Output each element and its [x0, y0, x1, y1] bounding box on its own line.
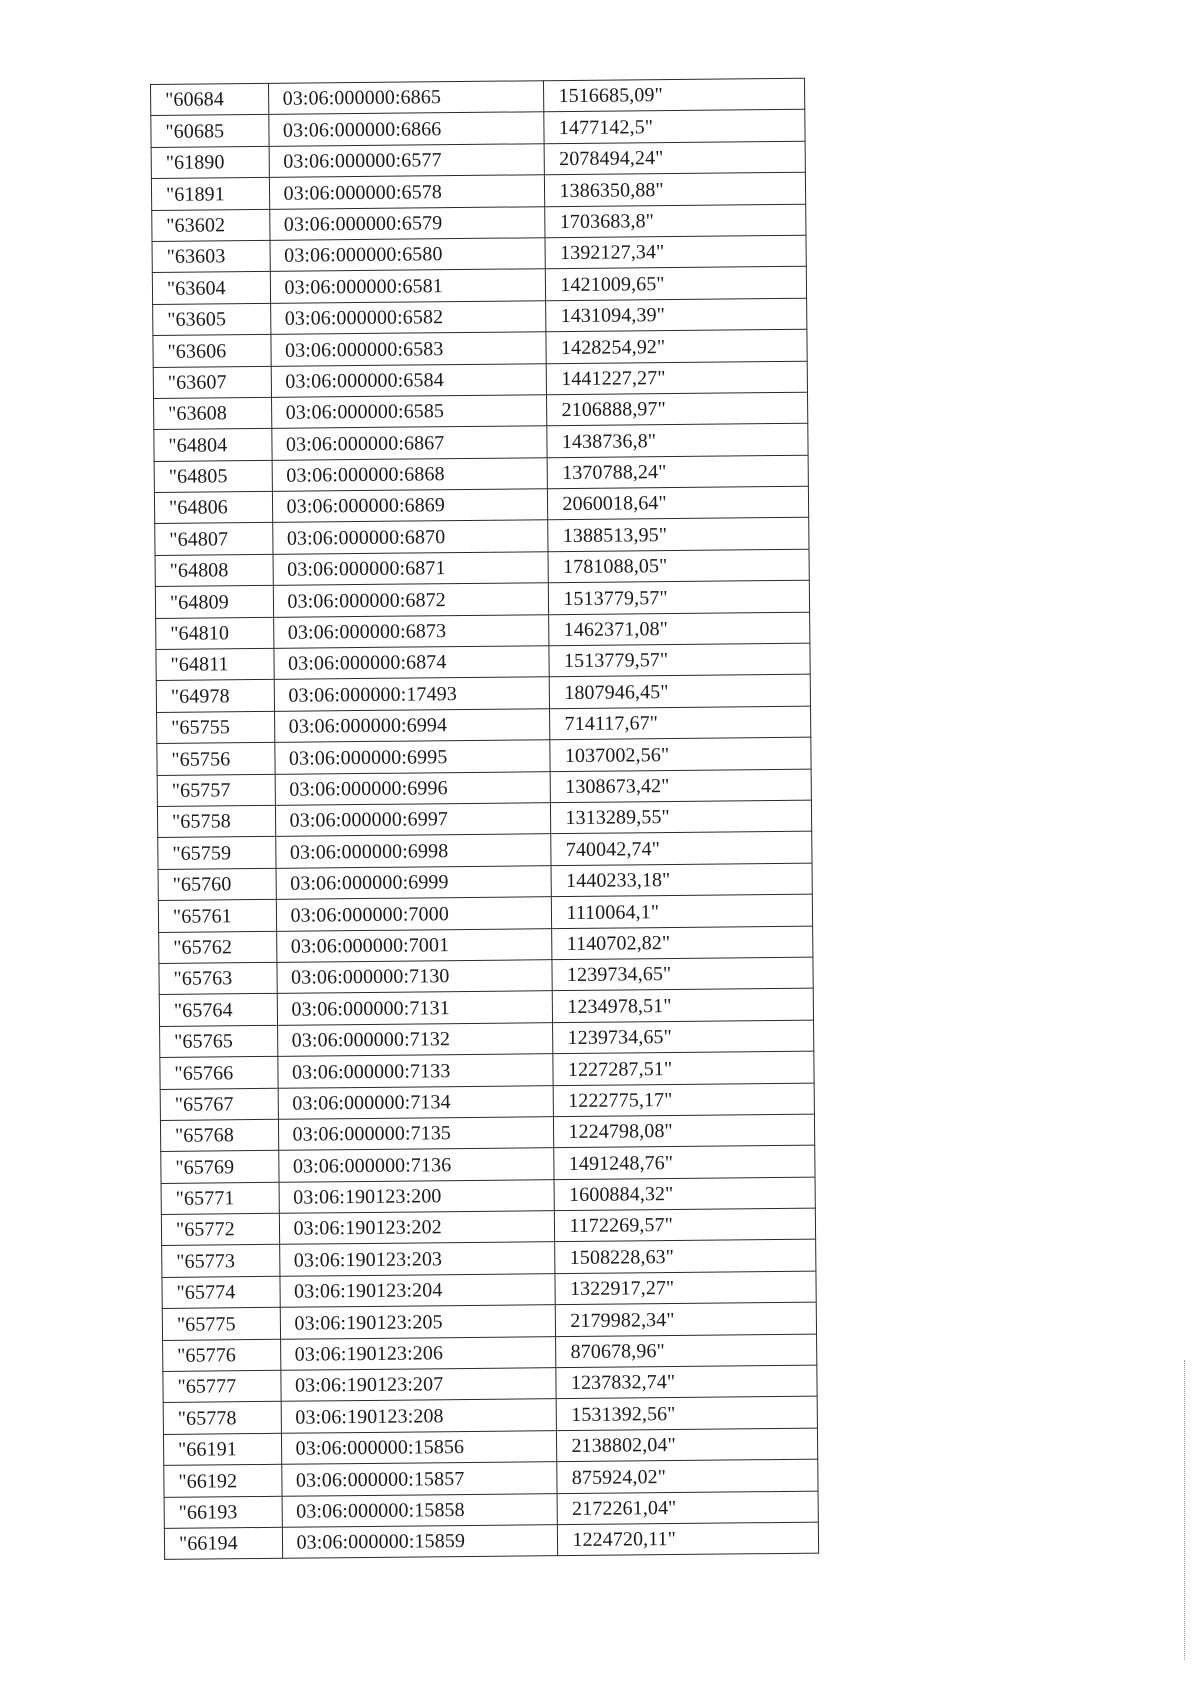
cadastral-number-cell: 03:06:000000:15857 — [281, 1462, 557, 1496]
record-number-cell: "65765 — [160, 1025, 278, 1058]
cadastral-number-cell: 03:06:000000:6994 — [274, 709, 550, 743]
cadastral-value-cell: 714117,67" — [550, 706, 811, 740]
cadastral-value-cell: 1807946,45" — [550, 675, 811, 709]
cadastral-number-cell: 03:06:000000:6582 — [270, 300, 546, 334]
record-number-cell: "64808 — [155, 554, 273, 587]
cadastral-value-cell: 2138802,04" — [557, 1428, 818, 1462]
cadastral-value-cell: 1440233,18" — [551, 863, 812, 897]
record-number-cell: "65773 — [162, 1245, 280, 1278]
record-number-cell: "63606 — [153, 334, 271, 367]
cadastral-value-cell: 1441227,27" — [547, 361, 808, 395]
cadastral-value-cell: 2078494,24" — [545, 141, 806, 175]
cadastral-value-cell: 1392127,34" — [545, 235, 806, 269]
cadastral-value-cell: 1224798,08" — [554, 1114, 815, 1148]
cadastral-value-cell: 1462371,08" — [549, 612, 810, 646]
cadastral-number-cell: 03:06:000000:6872 — [273, 583, 549, 617]
record-number-cell: "65764 — [159, 994, 277, 1027]
cadastral-value-cell: 1222775,17" — [554, 1083, 815, 1117]
cadastral-value-cell: 1172269,57" — [555, 1208, 816, 1242]
cadastral-value-cell: 2179982,34" — [556, 1302, 817, 1336]
cadastral-number-cell: 03:06:000000:7135 — [278, 1117, 554, 1151]
cadastral-number-cell: 03:06:000000:6581 — [270, 269, 546, 303]
cadastral-value-cell: 2106888,97" — [547, 392, 808, 426]
record-number-cell: "65762 — [159, 931, 277, 964]
cadastral-number-cell: 03:06:000000:6578 — [269, 175, 545, 209]
record-number-cell: "65768 — [160, 1119, 278, 1152]
cadastral-number-cell: 03:06:000000:7130 — [276, 960, 552, 994]
record-number-cell: "63602 — [152, 209, 270, 242]
cadastral-value-cell: 1110064,1" — [552, 894, 813, 928]
record-number-cell: "65776 — [163, 1339, 281, 1372]
cadastral-value-cell: 2172261,04" — [557, 1491, 818, 1525]
record-number-cell: "63605 — [153, 303, 271, 336]
record-number-cell: "64805 — [154, 460, 272, 493]
record-number-cell: "65769 — [161, 1151, 279, 1184]
cadastral-value-cell: 1516685,09" — [544, 78, 805, 112]
cadastral-value-cell: 1224720,11" — [558, 1522, 819, 1556]
cadastral-value-cell: 1513779,57" — [549, 643, 810, 677]
cadastral-value-table — [150, 78, 819, 1561]
cadastral-number-cell: 03:06:000000:6585 — [271, 395, 547, 429]
record-number-cell: "65777 — [163, 1370, 281, 1403]
cadastral-number-cell: 03:06:000000:7134 — [278, 1085, 554, 1119]
record-number-cell: "64806 — [154, 491, 272, 524]
record-number-cell: "61890 — [151, 146, 269, 179]
record-number-cell: "63607 — [153, 366, 271, 399]
cadastral-number-cell: 03:06:000000:6866 — [268, 112, 544, 146]
cadastral-value-cell: 1513779,57" — [549, 580, 810, 614]
record-number-cell: "65755 — [157, 711, 275, 744]
cadastral-value-cell: 1600884,32" — [554, 1177, 815, 1211]
record-number-cell: "65759 — [158, 837, 276, 870]
cadastral-value-cell: 1308673,42" — [551, 769, 812, 803]
record-number-cell: "65763 — [159, 962, 277, 995]
cadastral-value-cell: 1239734,65" — [552, 957, 813, 991]
cadastral-value-cell: 1313289,55" — [551, 800, 812, 834]
cadastral-value-cell: 1421009,65" — [546, 267, 807, 301]
record-number-cell: "63603 — [152, 240, 270, 273]
record-number-cell: "61891 — [151, 178, 269, 211]
record-number-cell: "65767 — [160, 1088, 278, 1121]
cadastral-number-cell: 03:06:000000:7133 — [277, 1054, 553, 1088]
cadastral-number-cell: 03:06:190123:204 — [279, 1274, 555, 1308]
record-number-cell: "64810 — [156, 617, 274, 650]
cadastral-number-cell: 03:06:190123:203 — [279, 1242, 555, 1276]
cadastral-number-cell: 03:06:000000:6579 — [269, 206, 545, 240]
cadastral-value-cell: 1140702,82" — [552, 926, 813, 960]
cadastral-number-cell: 03:06:000000:6873 — [273, 614, 549, 648]
cadastral-number-cell: 03:06:000000:17493 — [274, 677, 550, 711]
record-number-cell: "66191 — [163, 1433, 281, 1466]
cadastral-number-cell: 03:06:000000:15856 — [281, 1430, 557, 1464]
cadastral-value-cell: 1431094,39" — [546, 298, 807, 332]
cadastral-value-cell: 1491248,76" — [554, 1145, 815, 1179]
cadastral-value-cell: 1781088,05" — [548, 549, 809, 583]
record-number-cell: "65758 — [157, 805, 275, 838]
table-row — [164, 1522, 818, 1560]
cadastral-value-cell: 1386350,88" — [545, 172, 806, 206]
cadastral-value-cell: 1227287,51" — [553, 1051, 814, 1085]
cadastral-number-cell: 03:06:000000:7131 — [277, 991, 553, 1025]
record-number-cell: "64807 — [155, 523, 273, 556]
cadastral-number-cell: 03:06:000000:7001 — [276, 928, 552, 962]
cadastral-value-cell: 1370788,24" — [548, 455, 809, 489]
cadastral-number-cell: 03:06:000000:6869 — [272, 489, 548, 523]
cadastral-number-cell: 03:06:000000:6867 — [271, 426, 547, 460]
cadastral-value-cell: 1703683,8" — [545, 204, 806, 238]
cadastral-number-cell: 03:06:000000:6871 — [273, 552, 549, 586]
record-number-cell: "65771 — [161, 1182, 279, 1215]
cadastral-number-cell: 03:06:190123:207 — [280, 1368, 556, 1402]
cadastral-value-cell: 1508228,63" — [555, 1240, 816, 1274]
cadastral-value-cell: 1322917,27" — [555, 1271, 816, 1305]
scan-edge-artifact — [1184, 1360, 1186, 1660]
cadastral-number-cell: 03:06:190123:208 — [281, 1399, 557, 1433]
cadastral-number-cell: 03:06:000000:6870 — [272, 520, 548, 554]
cadastral-number-cell: 03:06:000000:6584 — [271, 363, 547, 397]
cadastral-number-cell: 03:06:000000:6874 — [273, 646, 549, 680]
cadastral-number-cell: 03:06:000000:6583 — [270, 332, 546, 366]
cadastral-number-cell: 03:06:190123:206 — [280, 1336, 556, 1370]
cadastral-value-cell: 740042,74" — [551, 832, 812, 866]
record-number-cell: "63608 — [154, 397, 272, 430]
record-number-cell: "65772 — [161, 1213, 279, 1246]
cadastral-number-cell: 03:06:190123:200 — [279, 1179, 555, 1213]
cadastral-number-cell: 03:06:000000:6865 — [268, 81, 544, 115]
record-number-cell: "64804 — [154, 429, 272, 462]
cadastral-value-cell: 1234978,51" — [553, 989, 814, 1023]
record-number-cell: "60685 — [151, 115, 269, 148]
record-number-cell: "64809 — [155, 586, 273, 619]
cadastral-value-cell: 1531392,56" — [557, 1397, 818, 1431]
record-number-cell: "65761 — [158, 899, 276, 932]
cadastral-number-cell: 03:06:000000:6996 — [275, 771, 551, 805]
record-number-cell: "66192 — [164, 1464, 282, 1497]
cadastral-number-cell: 03:06:000000:6995 — [274, 740, 550, 774]
cadastral-value-cell: 870678,96" — [556, 1334, 817, 1368]
cadastral-number-cell: 03:06:000000:6999 — [276, 865, 552, 899]
cadastral-value-cell: 1037002,56" — [550, 737, 811, 771]
cadastral-table-container — [150, 78, 819, 1561]
record-number-cell: "66194 — [164, 1527, 282, 1560]
cadastral-value-cell: 1477142,5" — [544, 110, 805, 144]
cadastral-number-cell: 03:06:000000:15859 — [282, 1525, 558, 1559]
cadastral-number-cell: 03:06:000000:6868 — [272, 457, 548, 491]
cadastral-number-cell: 03:06:000000:15858 — [282, 1493, 558, 1527]
record-number-cell: "65757 — [157, 774, 275, 807]
record-number-cell: "65760 — [158, 868, 276, 901]
record-number-cell: "65775 — [162, 1308, 280, 1341]
record-number-cell: "64978 — [156, 680, 274, 713]
record-number-cell: "60684 — [151, 83, 269, 116]
cadastral-number-cell: 03:06:000000:6998 — [275, 834, 551, 868]
cadastral-value-cell: 1428254,92" — [546, 329, 807, 363]
record-number-cell: "65778 — [163, 1402, 281, 1435]
record-number-cell: "65756 — [157, 743, 275, 776]
cadastral-value-cell: 1438736,8" — [547, 423, 808, 457]
cadastral-value-cell: 1239734,65" — [553, 1020, 814, 1054]
record-number-cell: "64811 — [156, 648, 274, 681]
cadastral-number-cell: 03:06:000000:7136 — [278, 1148, 554, 1182]
cadastral-number-cell: 03:06:000000:6577 — [269, 143, 545, 177]
cadastral-number-cell: 03:06:000000:6997 — [275, 803, 551, 837]
record-number-cell: "65766 — [160, 1056, 278, 1089]
cadastral-number-cell: 03:06:000000:7132 — [277, 1022, 553, 1056]
cadastral-value-cell: 1237832,74" — [556, 1365, 817, 1399]
cadastral-number-cell: 03:06:190123:205 — [280, 1305, 556, 1339]
cadastral-number-cell: 03:06:000000:6580 — [270, 238, 546, 272]
cadastral-value-cell: 1388513,95" — [548, 518, 809, 552]
cadastral-value-cell: 2060018,64" — [548, 486, 809, 520]
record-number-cell: "63604 — [152, 272, 270, 305]
record-number-cell: "66193 — [164, 1496, 282, 1529]
table-body — [151, 78, 819, 1560]
cadastral-number-cell: 03:06:190123:202 — [279, 1211, 555, 1245]
record-number-cell: "65774 — [162, 1276, 280, 1309]
cadastral-number-cell: 03:06:000000:7000 — [276, 897, 552, 931]
cadastral-value-cell: 875924,02" — [557, 1459, 818, 1493]
